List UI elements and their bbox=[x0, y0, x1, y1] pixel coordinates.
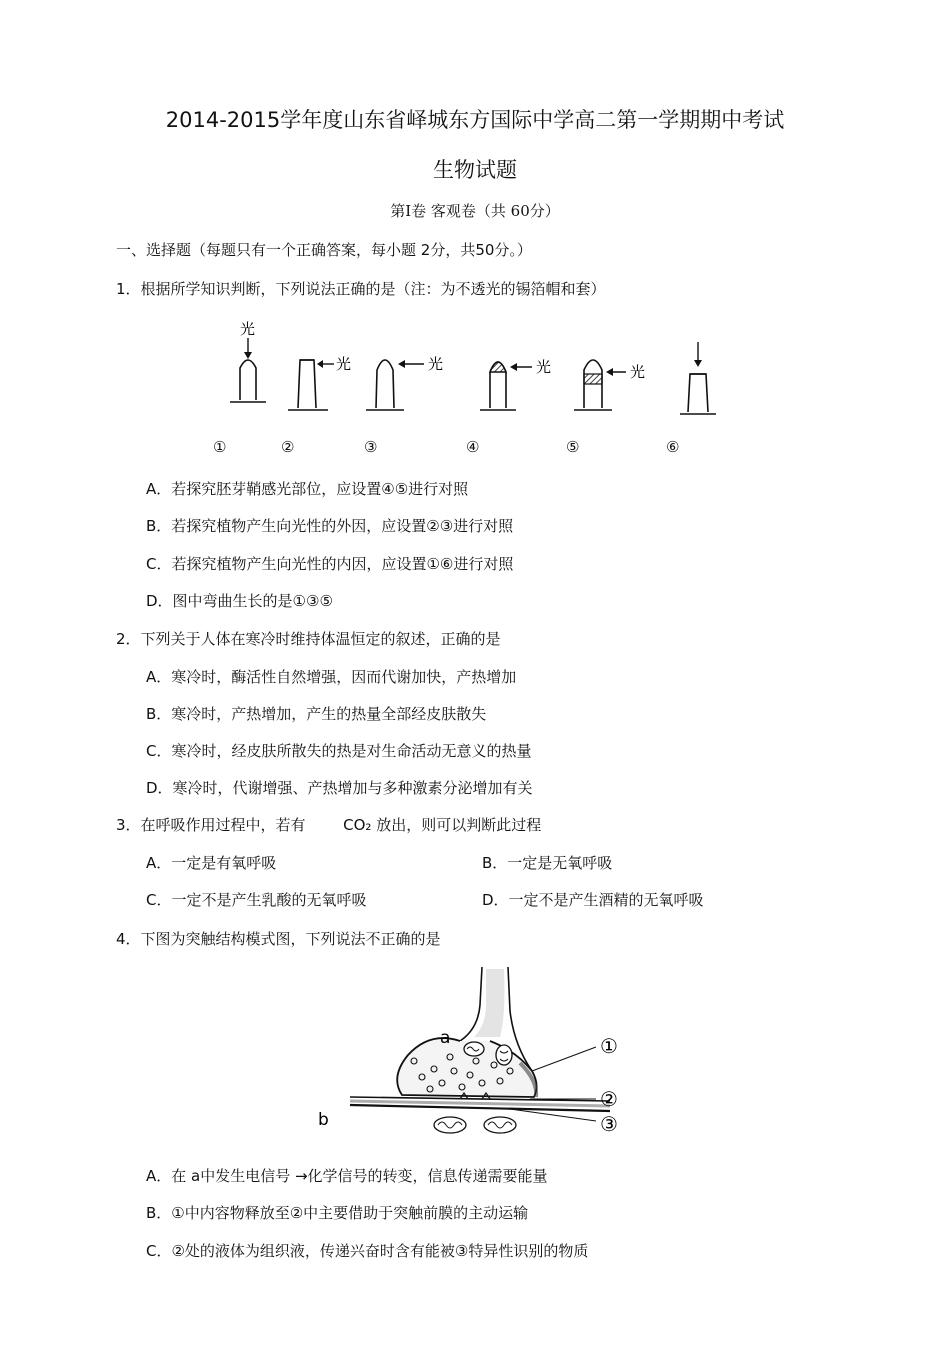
q3-option-d: D．一定不是产生酒精的无氧呼吸 bbox=[482, 891, 704, 909]
q2-option-a: A．寒冷时，酶活性自然增强，因而代谢加快，产热增加 bbox=[146, 668, 517, 686]
light-label-3: 光 bbox=[428, 355, 444, 373]
synapse-label-b: b bbox=[318, 1110, 329, 1130]
synapse-label-1: ① bbox=[600, 1034, 618, 1058]
figure-label-4: ④ bbox=[466, 438, 480, 456]
q4-option-c: C．②处的液体为组织液，传递兴奋时含有能被③特异性识别的物质 bbox=[146, 1242, 589, 1260]
exam-subject: 生物试题 bbox=[433, 158, 517, 182]
figure-label-1: ① bbox=[213, 438, 227, 456]
q4-option-a: A．在 a中发生电信号 →化学信号的转变，信息传递需要能量 bbox=[146, 1167, 548, 1185]
q3-option-c: C．一定不是产生乳酸的无氧呼吸 bbox=[146, 891, 367, 909]
q3-option-a: A．一定是有氧呼吸 bbox=[146, 854, 277, 872]
coleoptile-6 bbox=[680, 342, 716, 414]
light-label-5: 光 bbox=[630, 363, 646, 381]
synapse-diagram bbox=[310, 965, 640, 1145]
figure-label-2: ② bbox=[281, 438, 295, 456]
coleoptile-4 bbox=[480, 358, 551, 410]
q1-option-a: A．若探究胚芽鞘感光部位，应设置④⑤进行对照 bbox=[146, 480, 469, 498]
figure-label-6: ⑥ bbox=[666, 438, 680, 456]
part-heading: 一、选择题（每题只有一个正确答案，每小题 2分，共50分。） bbox=[116, 241, 532, 259]
q3-stem-co2: CO₂ bbox=[343, 816, 372, 834]
coleoptile-5 bbox=[574, 360, 645, 410]
light-label-2: 光 bbox=[336, 355, 352, 373]
q2-option-b: B．寒冷时，产热增加，产生的热量全部经皮肤散失 bbox=[146, 705, 487, 723]
q3-stem-post: 放出，则可以判断此过程 bbox=[376, 816, 542, 834]
q2-option-d: D．寒冷时，代谢增强、产热增加与多种激素分泌增加有关 bbox=[146, 779, 533, 797]
light-label-1: 光 bbox=[240, 320, 256, 338]
q1-option-d: D．图中弯曲生长的是①③⑤ bbox=[146, 592, 333, 610]
question-3-stem bbox=[116, 814, 541, 835]
q4-option-b: B．①中内容物释放至②中主要借助于突触前膜的主动运输 bbox=[146, 1204, 529, 1222]
section-heading: 第Ⅰ卷 客观卷（共 60分） bbox=[390, 202, 560, 220]
coleoptile-3 bbox=[366, 355, 443, 410]
synapse-label-3: ③ bbox=[600, 1112, 618, 1136]
figure-label-3: ③ bbox=[364, 438, 378, 456]
synapse-label-a: a bbox=[440, 1028, 451, 1048]
q3-stem-pre: 3．在呼吸作用过程中，若有 bbox=[116, 816, 306, 834]
question-2-stem: 2．下列关于人体在寒冷时维持体温恒定的叙述，正确的是 bbox=[116, 630, 501, 648]
coleoptile-1 bbox=[230, 320, 266, 402]
exam-title: 2014-2015学年度山东省峄城东方国际中学高二第一学期期中考试 bbox=[165, 108, 785, 132]
q1-option-b: B．若探究植物产生向光性的外因，应设置②③进行对照 bbox=[146, 517, 514, 535]
light-label-4: 光 bbox=[536, 358, 552, 376]
question-1-stem: 1．根据所学知识判断，下列说法正确的是（注：为不透光的锡箔帽和套） bbox=[116, 280, 606, 298]
coleoptile-2 bbox=[288, 355, 351, 410]
q2-option-c: C．寒冷时，经皮肤所散失的热是对生命活动无意义的热量 bbox=[146, 742, 532, 760]
figure-label-5: ⑤ bbox=[566, 438, 580, 456]
q1-option-c: C．若探究植物产生向光性的内因，应设置①⑥进行对照 bbox=[146, 555, 514, 573]
synapse-label-2: ② bbox=[600, 1087, 618, 1111]
synapse-figure bbox=[310, 965, 640, 1149]
q3-option-b: B．一定是无氧呼吸 bbox=[482, 854, 613, 872]
question-4-stem: 4．下图为突触结构模式图，下列说法不正确的是 bbox=[116, 930, 441, 948]
